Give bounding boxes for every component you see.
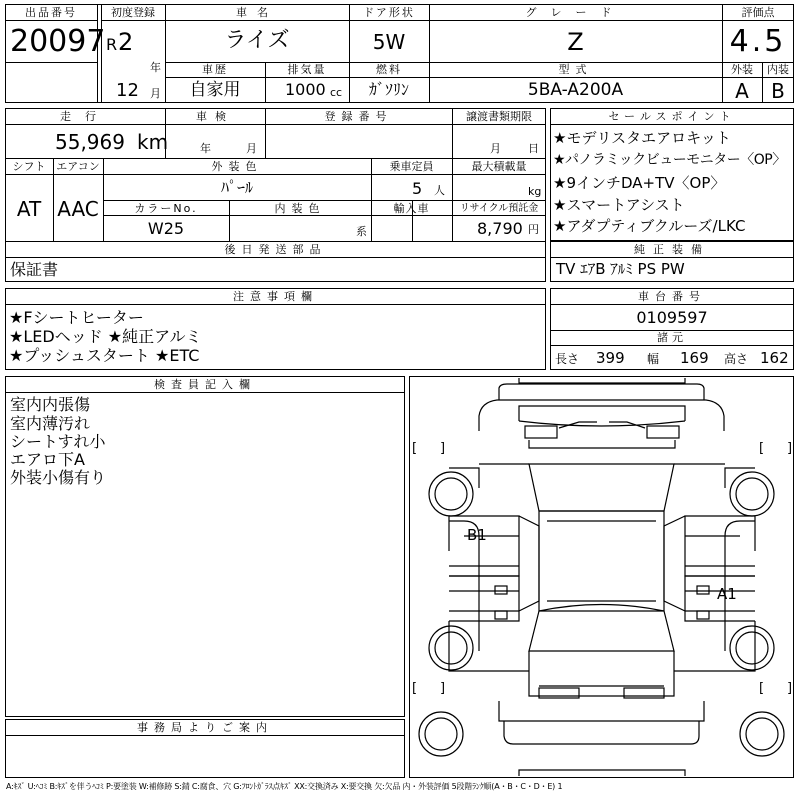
import-label: 輸入車 [393,202,430,215]
mileage: 55,969 [55,130,125,154]
height-label: 高さ [724,352,749,366]
spec-label: 諸元 [657,331,687,344]
interior-grade: B [771,79,785,103]
svg-text:]: ] [440,441,446,456]
month-unit: 月 [150,87,161,100]
mileage-unit: km [137,130,169,154]
note-line: ★プッシュスタート ★ETC [9,346,200,365]
recycle-unit: 円 [528,223,539,236]
capacity-unit: 人 [434,184,445,197]
int-color-label: 内装色 [274,202,326,215]
first-reg-year: 2 [118,28,134,56]
height-value: 162 [760,349,789,367]
era: R [106,35,118,54]
door-type: 5W [372,30,406,54]
first-reg-month: 12 [116,80,139,101]
inspector-label: 検査員記入欄 [154,378,256,391]
score-label: 評価点 [741,6,775,19]
fuel: ｶﾞｿﾘﾝ [368,80,409,99]
width-value: 169 [680,349,709,367]
inspection-month-unit: 月 [246,142,257,155]
grade-label: グレード [525,6,626,19]
inspector-line: シートすれ小 [10,432,106,451]
model-label: 型式 [558,63,593,76]
sales-point-item: ★9インチDA+TV〈OP〉 [553,174,726,192]
sales-point-item: ★スマートアシスト [553,196,685,214]
history-label: 車歴 [202,63,228,76]
max-load-unit: kg [528,185,542,198]
capacity: 5 [412,179,423,198]
length-label: 長さ [555,352,580,366]
width-label: 幅 [647,352,660,366]
door-label: ドア形状 [363,6,415,19]
transfer-label: 譲渡書類期限 [466,110,532,123]
model-code: 5BA-A200A [527,80,624,100]
first-reg-label: 初度登録 [111,6,155,19]
notes-label: 注意事項欄 [233,290,318,303]
svg-text:[: [ [759,681,765,696]
inspector-line: 外装小傷有り [10,468,107,487]
grade: Z [567,28,584,56]
chassis-label: 車台番号 [638,290,706,303]
recycle-fee: 8,790 [477,219,523,238]
car-diagram [409,376,794,778]
transfer-month-unit: 月 [490,142,501,155]
svg-text:]: ] [787,441,793,456]
lot-no-label: 出品番号 [25,6,77,19]
inspector-line: エアロ下A [10,450,85,469]
inspector-line: 室内内張傷 [10,395,91,414]
displacement-label: 排気量 [287,63,327,76]
sales-point-item: ★パノラミックビューモニター〈OP〉 [553,152,786,168]
office-label: 事務局よりご案内 [137,721,273,734]
color-no: W25 [147,219,185,238]
recycle-label: リサイクル預託金 [459,203,539,214]
sales-point-item: ★モデリスタエアロキット [553,129,731,147]
mileage-label: 走行 [60,110,110,123]
capacity-label: 乗車定員 [389,160,434,173]
genuine-label: 純正装備 [634,243,710,256]
svg-text:[: [ [412,441,418,456]
later-parts: 保証書 [10,260,59,279]
shift-label: シフト [12,160,46,173]
inspection-label: 車検 [196,110,234,123]
ac: AAC [57,197,99,221]
damage-mark-a1: A1 [717,585,737,603]
inspection-year-unit: 年 [200,142,211,155]
legend-text: A:ｷｽﾞ U:ﾍｺﾐ B:ｷｽﾞを伴うﾍｺﾐ P:要塗装 W:補修跡 S:錆 C:腐食、穴 G:ﾌﾛﾝﾄｶﾞﾗｽ点ｷｽﾞ XX:交換済み X:要交換 欠:欠品 内・外装評価 5段階ﾗﾝｸ順(A・B・C・D・E) 1 [6,782,563,791]
interior-label: 内装 [767,63,789,76]
exterior-grade: A [735,79,749,103]
chassis-number: 0109597 [636,308,708,327]
length-value: 399 [596,349,625,367]
displacement: 1000 [285,80,326,99]
int-color-unit: 系 [356,225,367,238]
car-name: ライズ [224,28,290,53]
note-line: ★Fシートヒーター [9,308,144,327]
svg-text:[: [ [412,681,418,696]
color-no-label: カラーNo. [134,202,198,215]
fuel-label: 燃料 [376,63,402,76]
history: 自家用 [189,80,241,100]
svg-text:]: ] [787,681,793,696]
displacement-unit: cc [330,86,343,99]
year-unit: 年 [150,61,161,74]
genuine-equipment: TV ｴｱB ｱﾙﾐ PS PW [556,260,685,278]
score: 4.5 [729,24,787,59]
note-line: ★LEDヘッド ★純正アルミ [9,327,202,346]
ext-color-label: 外装色 [211,160,263,173]
car-name-label: 車名 [236,6,278,19]
svg-text:[: [ [759,441,765,456]
svg-text:]: ] [440,681,446,696]
reg-no-label: 登録番号 [324,110,393,123]
exterior-label: 外装 [731,63,753,76]
max-load-label: 最大積載量 [471,160,527,173]
transfer-day-unit: 日 [528,142,539,155]
lot-no: 20097 [10,24,106,59]
sales-points-label: セールスポイント [608,110,736,123]
ext-color: ﾊﾟｰﾙ [220,178,253,197]
ac-label: エアコン [56,160,100,173]
inspector-line: 室内薄汚れ [10,414,91,433]
damage-mark-b1: B1 [467,526,487,544]
later-parts-label: 後日発送部品 [224,243,327,256]
sales-point-item: ★アダプティブクルーズ/LKC [553,217,746,235]
shift: AT [16,197,42,221]
